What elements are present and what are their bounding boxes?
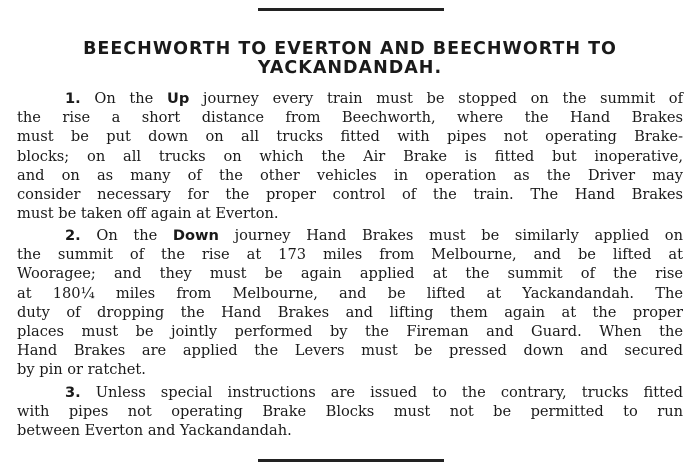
line-text: Unless special instructions are issued to the contrary, trucks fitted xyxy=(80,384,683,401)
paragraph-line: Hand Brakes are applied the Levers must be pressed down and secured xyxy=(17,342,683,360)
paragraph-line: duty of dropping the Hand Brakes and lifting them again at the proper xyxy=(17,303,683,321)
paragraph-3 xyxy=(17,383,683,441)
paragraph-line: consider necessary for the proper control of the train. The Hand Brakes xyxy=(17,186,683,204)
bottom-divider-rule xyxy=(258,459,444,462)
journey-keyword-up: Up xyxy=(166,90,190,107)
paragraph-number: 1. xyxy=(65,90,81,107)
paragraph-line xyxy=(17,383,683,402)
heading-line-2: YACKANDANDAH. xyxy=(257,58,443,78)
heading-line-1: BEECHWORTH TO EVERTON AND BEECHWORTH TO xyxy=(83,39,617,59)
paragraph-line: by pin or ratchet. xyxy=(17,361,146,379)
paragraph-line xyxy=(17,89,683,108)
paragraph-line: must be put down on all trucks fitted with pipes not operating Brake- xyxy=(17,128,683,146)
line-text: journey Hand Brakes must be similarly applied on xyxy=(218,227,683,244)
line-text: journey every train must be stopped on the summit of xyxy=(189,90,683,107)
paragraph-line: and on as many of the other vehicles in operation as the Driver may xyxy=(17,166,683,184)
paragraph-line: at 180¼ miles from Melbourne, and be lifted at Yackandandah. The xyxy=(17,284,683,302)
paragraph-line: the summit of the rise at 173 miles from Melbourne, and be lifted at xyxy=(17,246,683,264)
paragraph-2 xyxy=(17,226,683,380)
top-divider-rule xyxy=(258,8,444,11)
paragraph-line: the rise a short distance from Beechworth, where the Hand Brakes xyxy=(17,109,683,127)
paragraph-line: blocks; on all trucks on which the Air Brake is fitted but inoperative, xyxy=(17,147,683,165)
paragraph-line: places must be jointly performed by the Fireman and Guard. When the xyxy=(17,323,683,341)
paragraph-line: between Everton and Yackandandah. xyxy=(17,422,292,440)
paragraph-number: 2. xyxy=(65,227,81,244)
paragraph-line: with pipes not operating Brake Blocks must not be permitted to run xyxy=(17,403,683,421)
section-heading xyxy=(40,40,660,78)
paragraph-line xyxy=(17,226,683,245)
paragraph-line: Wooragee; and they must be again applied at the summit of the rise xyxy=(17,265,683,283)
line-text: On the xyxy=(80,227,173,244)
paragraph-number: 3. xyxy=(65,384,81,401)
line-text: On the xyxy=(80,90,167,107)
paragraph-line: must be taken off again at Everton. xyxy=(17,205,279,223)
paragraph-1 xyxy=(17,89,683,223)
journey-keyword-down: Down xyxy=(172,227,219,244)
